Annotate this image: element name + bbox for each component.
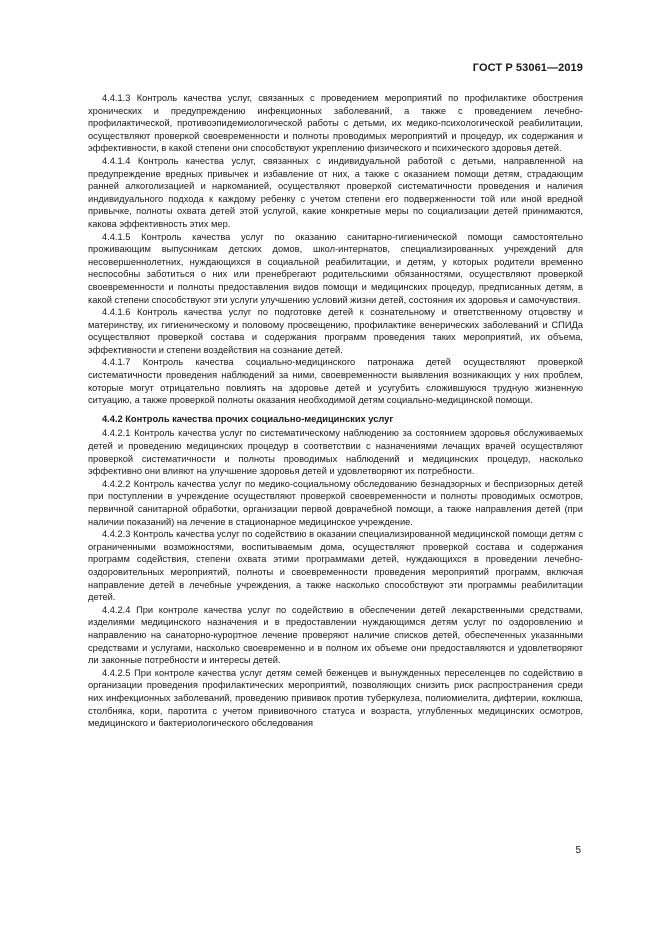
paragraph-4-4-1-4: 4.4.1.4 Контроль качества услуг, связанных с индивидуальной работой с детьми, направленной на предупреждение вредных привычек и избавление от них, а также с оказанием помощи детям, страдающим ранней алкоголизацией и наркоманией, осуществляют проверкой систематичности проведения и наличия индивидуального подхода к каждому ребенку с учетом степени его подверженности той или иной вредной привычке, полноты охвата детей этой услугой, какие конкретные меры по социализации детей принимаются, какова эффективность этих мер. bbox=[88, 155, 583, 229]
paragraph-4-4-2-5: 4.4.2.5 При контроле качества услуг детям семей беженцев и вынужденных переселенцев по содействию в организации проведения профилактических мероприятий, позволяющих снизить риск распространения среди них инфекционных заболеваний, проведению прививок против туберкулеза, полиомиелита, дифтерии, коклюша, столбняка, кори, паротита с учетом прививочного статуса и возраста, углубленных медицинских осмотров, медицинского и бактериологического обследования bbox=[88, 667, 583, 729]
paragraph-4-4-2-4: 4.4.2.4 При контроле качества услуг по содействию в обеспечении детей лекарственными средствами, изделиями медицинского назначения и в предоставлении нуждающимся детям услуг по оздоровлению и направлению на санаторно-курортное лечение проверяют наличие списков детей, обеспеченных указанными средствами и услугами, насколько своевременно и в полном их объеме они предоставляются и удовлетворяют ли законные потребности и интересы детей. bbox=[88, 604, 583, 666]
section-heading-4-4-2: 4.4.2 Контроль качества прочих социально-медицинских услуг bbox=[102, 413, 394, 424]
document-body bbox=[88, 92, 583, 730]
page-number: 5 bbox=[575, 845, 581, 856]
paragraph-4-4-1-6: 4.4.1.6 Контроль качества услуг по подготовке детей к сознательному и ответственному отцовству и материнству, их гигиеническому и половому просвещению, профилактике венерических заболеваний и СПИДа осуществляют проверкой состава и содержания программ проведения таких мероприятий, их объема, эффективности и степени воздействия на сознание детей. bbox=[88, 307, 583, 355]
standard-designation: ГОСТ Р 53061—2019 bbox=[472, 62, 583, 74]
paragraph-4-4-1-7: 4.4.1.7 Контроль качества социально-медицинского патронажа детей осуществляют проверкой систематичности проведения наблюдений за ними, своевременности выявления возникающих у них проблем, которые могут отрицательно повлиять на здоровье детей и усугубить сложившуюся трудную жизненную ситуацию, а также проверкой полноты оказания необходимой детям социально-медицинской помощи. bbox=[88, 357, 583, 406]
paragraph-4-4-1-5: 4.4.1.5 Контроль качества услуг по оказанию санитарно-гигиенической помощи самостоятельно проживающим выпускникам детских домов, школ-интернатов, специализированных учреждений для несовершеннолетних, нуждающихся в социальной реабилитации, и детям, у которых родители временно неспособны заботиться о них или пренебрегают родительскими обязанностями, осуществляют проверкой своевременности и полноты предоставления видов помощи и медицинских процедур, предписанных детям, в какой степени способствуют эти услуги улучшению условий жизни детей, состояния их здоровья и самочувствия. bbox=[88, 231, 583, 305]
paragraph-4-4-2-3: 4.4.2.3 Контроль качества услуг по содействию в оказании специализированной медицинской помощи детям с ограниченными возможностями, воспитываемым дома, осуществляют проверкой состава и содержания программ содействия, степени охвата этими программами детей, нуждающихся в проведении лечебно-оздоровительных мероприятий, полноты и своевременности проведения мероприятий программ, включая направление детей в лечебные учреждения, а также насколько способствуют эти программы реабилитации детей. bbox=[88, 529, 583, 603]
paragraph-4-4-2-2: 4.4.2.2 Контроль качества услуг по медико-социальному обследованию безнадзорных и беспризорных детей при поступлении в учреждение осуществляют проверкой своевременности и полноты проводимых осмотров, первичной санитарной обработки, организации первой доврачебной помощи, а также направления детей (при наличии показаний) на лечение в стационарное медицинское учреждение. bbox=[88, 478, 583, 527]
paragraph-4-4-2-1: 4.4.2.1 Контроль качества услуг по систематическому наблюдению за состоянием здоровья обслуживаемых детей и проведению медицинских процедур в соответствии с назначениями лечащих врачей осуществляют проверкой систематичности и полноты проводимых наблюдений и медицинских процедур, насколько эффективно они влияют на улучшение здоровья детей и удовлетворяют их потребности. bbox=[88, 428, 583, 477]
paragraph-4-4-1-3: 4.4.1.3 Контроль качества услуг, связанных с проведением мероприятий по профилактике обострения хронических и предупреждению инфекционных заболеваний, а также с проведением лечебно-профилактической, противоэпидемиологической работы с детьми, их медико-психологической реабилитации, осуществляют проверкой своевременности и полноты проводимых мероприятий и процедур, их содержания и эффективности, в какой степени они способствуют укреплению физического и психического здоровья детей. bbox=[88, 93, 583, 154]
